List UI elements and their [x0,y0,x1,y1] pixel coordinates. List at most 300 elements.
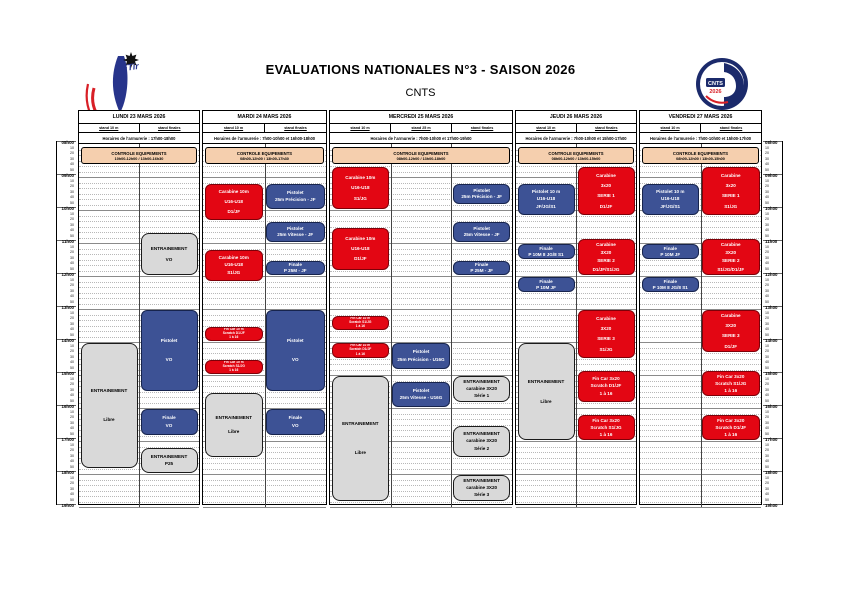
controle-banner [642,147,759,164]
day-column [202,110,327,505]
minute-label: 20 [765,316,769,321]
event-block [702,310,760,352]
minute-label: 40 [765,360,769,365]
minute-label: 20 [765,217,769,222]
event-block [81,343,138,468]
armurerie-hours: Horaires de l'armurerie : 7h00-10h00 et 15h00-17h00 [640,133,761,144]
event-line: 1 à 16 [599,431,613,437]
event-line: Fin Car 3x20 [592,417,620,423]
minute-label: 30 [765,255,769,260]
event-line: Scratch D1/JF [590,383,622,389]
cnts-badge [695,57,749,111]
day-grid [330,144,512,507]
minute-label: 40 [70,360,74,365]
stand-label: stand finales [139,124,200,132]
armurerie-hours: Horaires de l'armurerie : 17h00-18h00 [79,133,199,144]
event-line: U16-U18 [224,199,243,205]
event-line: S1/JG [353,195,367,201]
event-line: Finale [539,245,553,251]
minute-label: 30 [765,321,769,326]
minute-label: 20 [70,316,74,321]
minute-label: 10 [70,442,74,447]
minute-label: 40 [765,459,769,464]
event-block [332,167,390,209]
minute-label: 30 [765,453,769,458]
event-line: Libre [354,450,366,456]
event-block [141,409,198,435]
hour-label: 13h00 [765,305,778,311]
stand-labels [516,124,636,133]
minute-label: 10 [70,409,74,414]
event-block [453,261,511,276]
event-line: 25m Vitesse - JF [463,232,500,238]
minute-label: 20 [765,283,769,288]
hour-label: 18h00 [765,470,778,476]
minute-label: 30 [765,189,769,194]
event-line: ENTRAINEMENT [150,246,188,252]
minute-label: 10 [765,145,769,150]
event-line: S1/JG [724,203,738,209]
stand-label: stand 10 m [350,126,370,130]
event-line: D1/JF [227,209,240,215]
minute-label: 10 [765,442,769,447]
event-block [141,233,198,275]
minute-line [330,282,512,283]
stand-labels [79,124,199,133]
hour-line [330,210,512,211]
minute-label: 20 [70,448,74,453]
minute-label: 10 [70,277,74,282]
event-line: S1/JG [599,346,613,352]
minute-label: 10 [70,376,74,381]
minute-label: 20 [70,481,74,486]
minute-label: 30 [70,354,74,359]
minute-label: 50 [765,167,769,172]
event-line: 3X20 [600,325,612,331]
hour-label: 12h00 [765,272,778,278]
hour-label: 16h00 [765,404,778,410]
event-line: Fin Car 10 m [350,315,371,320]
time-axis-right [763,141,782,513]
minute-label: 50 [70,299,74,304]
event-block [578,415,635,441]
event-line: SERIE 1 [597,193,615,199]
minute-label: 40 [70,492,74,497]
event-line: ENTRAINEMENT [463,478,500,484]
event-block [266,409,325,435]
controle-title: CONTROLE EQUIPEMENTS [672,150,729,156]
event-block [518,184,575,215]
event-line: Scratch S1/JG [590,424,622,430]
controle-title: CONTROLE EQUIPEMENTS [111,150,167,156]
event-block [332,228,390,270]
minute-label: 40 [70,327,74,332]
event-block [578,310,635,358]
hour-line [330,276,512,277]
hour-label: 17h00 [61,437,74,443]
event-line: 3x20 [600,182,612,188]
event-line: Finale [475,262,489,268]
event-block [702,415,760,441]
event-block [205,327,264,342]
minute-label: 20 [70,415,74,420]
minute-label: 30 [765,354,769,359]
stand-divider [139,144,140,507]
minute-label: 40 [70,195,74,200]
minute-label: 50 [765,266,769,271]
controle-banner [332,147,510,164]
event-line: 3X20 [725,249,737,255]
event-line: Finale [663,278,677,284]
event-line: 3X20 [600,249,612,255]
minute-label: 20 [70,151,74,156]
minute-label: 50 [765,398,769,403]
minute-label: 40 [70,162,74,167]
minute-label: 40 [70,294,74,299]
event-line: Pistolet 10 m [531,189,561,195]
minute-label: 20 [70,217,74,222]
minute-label: 10 [765,475,769,480]
event-block [453,376,511,402]
event-line: Pistolet [473,226,490,232]
minute-label: 20 [765,448,769,453]
event-line: Série 1 [474,393,490,399]
minute-label: 20 [765,349,769,354]
event-line: 25m Précision - JF [274,197,316,203]
event-line: S1/JG [227,269,241,275]
hour-label: 10h00 [61,206,74,212]
event-line: Scratch D1/JF [715,424,747,430]
minute-label: 50 [765,464,769,469]
hour-label: 15h00 [765,371,778,377]
minute-label: 30 [70,189,74,194]
hour-label: 15h00 [61,371,74,377]
event-block [205,250,264,281]
hour-line [516,507,636,508]
minute-label: 10 [765,376,769,381]
minute-line [330,502,512,503]
minute-label: 50 [70,431,74,436]
stand-label: stand 10 m [660,126,680,130]
event-line: Fin Car 10 m [223,359,244,364]
event-line: U16-U18 [661,196,680,202]
fftir-wordmark: FFTir [115,60,140,74]
event-line: D1/JF [599,203,613,209]
minute-label: 10 [70,475,74,480]
hour-label: 10h00 [765,206,778,212]
controle-hours: 10h00-12h00 / 13h00-16h30 [114,156,164,161]
event-block [332,343,390,358]
controle-hours: 08h00-12h00 / 13h00-15h00 [676,156,725,161]
event-block [141,310,198,391]
minute-label: 10 [70,178,74,183]
event-line: 3X20 [725,323,737,329]
minute-label: 50 [765,299,769,304]
minute-label: 30 [70,486,74,491]
minute-label: 40 [765,393,769,398]
event-line: P 10M JF [660,251,681,257]
controle-title: CONTROLE EQUIPEMENTS [393,150,449,156]
event-block [642,244,700,259]
event-line: Libre [540,398,552,404]
event-block [453,184,511,204]
event-line: VO [165,357,173,363]
event-line: S1/JG/D1/JF [717,266,745,272]
minute-label: 20 [70,250,74,255]
event-line: Carabine 10m [218,188,249,194]
event-line: VO [165,422,173,428]
minute-label: 40 [765,162,769,167]
minute-label: 30 [765,486,769,491]
event-line: U16-U18 [224,262,243,268]
day-column [329,110,513,505]
minute-label: 50 [70,365,74,370]
stand-label: stand finales [264,124,326,132]
minute-label: 50 [70,167,74,172]
stand-label: stand finales [451,124,512,132]
event-block [141,448,198,474]
minute-label: 20 [765,184,769,189]
hour-label: 11h00 [61,239,74,245]
event-line: Scratch D1/JF [349,347,372,352]
event-line: Scratch D1/JF [222,330,245,335]
event-block [266,184,325,210]
event-line: Pistolet [473,187,490,193]
hour-label: 12h00 [61,272,74,278]
event-line: Scratch S1/JG [222,363,245,368]
minute-label: 50 [765,200,769,205]
event-block [642,184,700,215]
minute-line [330,370,512,371]
minute-line [330,287,512,288]
event-line: Scratch S1/JG [715,380,747,386]
event-block [332,316,390,331]
minute-label: 40 [765,492,769,497]
day-column [639,110,762,505]
day-grid [516,144,636,507]
hour-label: 16h00 [61,404,74,410]
event-line: Finale [288,415,302,421]
event-line: JF/JG/S1 [660,203,681,209]
event-block [392,382,450,408]
event-block [702,371,760,397]
controle-hours: 08h00-12h00 / 13h00-18h00 [396,156,446,161]
event-block [578,167,635,215]
hour-label: 17h00 [765,437,778,443]
event-line: SERIE 1 [721,193,740,199]
event-block [453,426,511,457]
minute-label: 50 [70,398,74,403]
minute-label: 10 [70,145,74,150]
event-block [266,310,325,391]
event-block [578,239,635,276]
armurerie-hours: Horaires de l'armurerie : 7h00-10h00 et 15h00-17h00 [516,133,636,144]
controle-banner [518,147,634,164]
event-line: Série 2 [474,445,490,451]
minute-label: 40 [765,327,769,332]
event-line: Libre [103,417,115,423]
minute-label: 20 [765,382,769,387]
stand-divider [576,144,577,507]
event-line: carabine 3X20 [466,485,498,491]
minute-label: 50 [70,200,74,205]
event-line: Fin Car 10 m [350,343,371,348]
controle-banner [205,147,324,164]
minute-label: 10 [765,211,769,216]
event-line: 3x20 [725,182,736,188]
stand-label: stand 10 m [223,126,244,130]
hour-line [203,507,326,508]
day-title: JEUDI 26 MARS 2026 [516,111,636,124]
event-line: Fin Car 3x20 [717,373,745,379]
day-title: LUNDI 23 MARS 2026 [79,111,199,124]
event-block [266,222,325,242]
controle-title: CONTROLE EQUIPEMENTS [548,150,604,156]
event-block [392,343,450,369]
event-line: 25m Précision - JF [461,193,502,199]
controle-banner [81,147,197,164]
event-line: ENTRAINEMENT [463,431,500,437]
event-block [332,376,390,501]
event-line: ENTRAINEMENT [90,387,128,393]
event-line: SERIE 2 [597,258,615,264]
day-column [78,110,200,505]
event-line: Fin Car 3x20 [592,376,620,382]
event-line: Carabine [720,313,741,319]
event-block [518,277,575,292]
minute-label: 30 [765,420,769,425]
minute-label: 30 [70,255,74,260]
minute-label: 10 [70,244,74,249]
minute-label: 50 [70,497,74,502]
day-title: MERCREDI 25 MARS 2026 [330,111,512,124]
minute-label: 30 [70,387,74,392]
event-line: Pistolet 10 m [656,189,685,195]
minute-label: 20 [70,184,74,189]
minute-label: 40 [70,459,74,464]
minute-line [330,293,512,294]
day-grid [79,144,199,507]
stand-label: stand 10 m [99,126,119,130]
event-block [702,239,760,276]
event-line: Fin Car 3x20 [717,417,745,423]
minute-label: 40 [70,393,74,398]
cnts-label: CNTS [708,80,723,87]
event-block [266,261,325,276]
minute-label: 20 [765,415,769,420]
hour-line [640,507,761,508]
minute-label: 10 [70,310,74,315]
event-line: U16-U18 [351,185,370,191]
minute-label: 40 [70,426,74,431]
event-line: Carabine [596,172,616,178]
event-line: Carabine [720,241,741,247]
event-line: U16-U18 [351,245,370,251]
hour-label: 18h00 [61,470,74,476]
hour-label: 14h00 [765,338,778,344]
day-grid [203,144,326,507]
event-block [518,343,575,440]
event-line: P 25M - JF [470,268,493,273]
minute-label: 10 [765,343,769,348]
minute-label: 30 [765,156,769,161]
controle-hours: 08h00-12h00 / 13h00-17h30 [240,156,289,161]
event-line: Finale [539,278,553,284]
event-line: ENTRAINEMENT [215,414,252,420]
event-block [453,222,511,242]
event-line: Carabine [596,241,616,247]
hour-label: 14h00 [61,338,74,344]
event-line: D1/JF [354,256,367,262]
minute-line [330,304,512,305]
event-line: Finale [288,262,302,268]
minute-line [330,298,512,299]
event-line: Pistolet [160,337,178,343]
event-line: carabine 3X20 [466,438,498,444]
event-line: Finale [663,245,677,251]
event-block [453,475,511,501]
event-line: Pistolet [286,226,304,232]
page-title: EVALUATIONS NATIONALES N°3 - SAISON 2026 [265,62,576,77]
minute-label: 30 [765,288,769,293]
event-line: 1 à 16 [355,351,365,356]
stand-labels [640,124,761,133]
controle-hours: 08h00-12h00 / 13h00-15h00 [551,156,601,161]
event-line: JF/JG/S1 [536,203,556,209]
minute-label: 10 [765,178,769,183]
event-line: 1 à 16 [355,324,365,329]
page-subtitle: CNTS [405,87,436,99]
event-line: 25m Vitesse - U16G [399,395,443,401]
minute-label: 50 [70,332,74,337]
event-line: Carabine 10m [345,175,376,181]
hour-label: 19h00 [765,503,778,509]
event-block [518,244,575,259]
minute-label: 40 [765,195,769,200]
event-line: D1/JF [724,343,737,349]
minute-label: 50 [70,233,74,238]
stand-label: stand 10 m [536,126,556,130]
minute-label: 50 [765,233,769,238]
armurerie-hours: Horaires de l'armurerie : 7h00-10h00 et 16h00-18h00 [203,133,326,144]
minute-label: 20 [70,349,74,354]
event-line: Finale [162,415,176,421]
hour-label: 19h00 [61,503,74,509]
stand-divider [391,144,392,507]
minute-line [330,216,512,217]
event-line: ENTRAINEMENT [342,420,379,426]
hour-label: 08h00 [61,140,74,146]
minute-label: 50 [765,431,769,436]
minute-label: 20 [765,151,769,156]
event-line: 1 à 16 [229,335,239,340]
event-line: Carabine 10m [345,235,376,241]
event-line: Pistolet [286,189,304,195]
hour-line [330,507,512,508]
hour-line [79,507,199,508]
event-line: P 10M 8 JG/8 S1 [652,284,688,290]
event-line: SERIE 3 [597,336,615,342]
minute-label: 30 [70,420,74,425]
event-line: VO [291,422,299,428]
day-title: VENDREDI 27 MARS 2026 [640,111,761,124]
minute-label: 40 [765,426,769,431]
event-line: 1 à 16 [724,431,738,437]
event-block [702,167,760,215]
hour-label: 09h00 [61,173,74,179]
event-block [205,393,264,457]
controle-title: CONTROLE EQUIPEMENTS [236,150,293,156]
